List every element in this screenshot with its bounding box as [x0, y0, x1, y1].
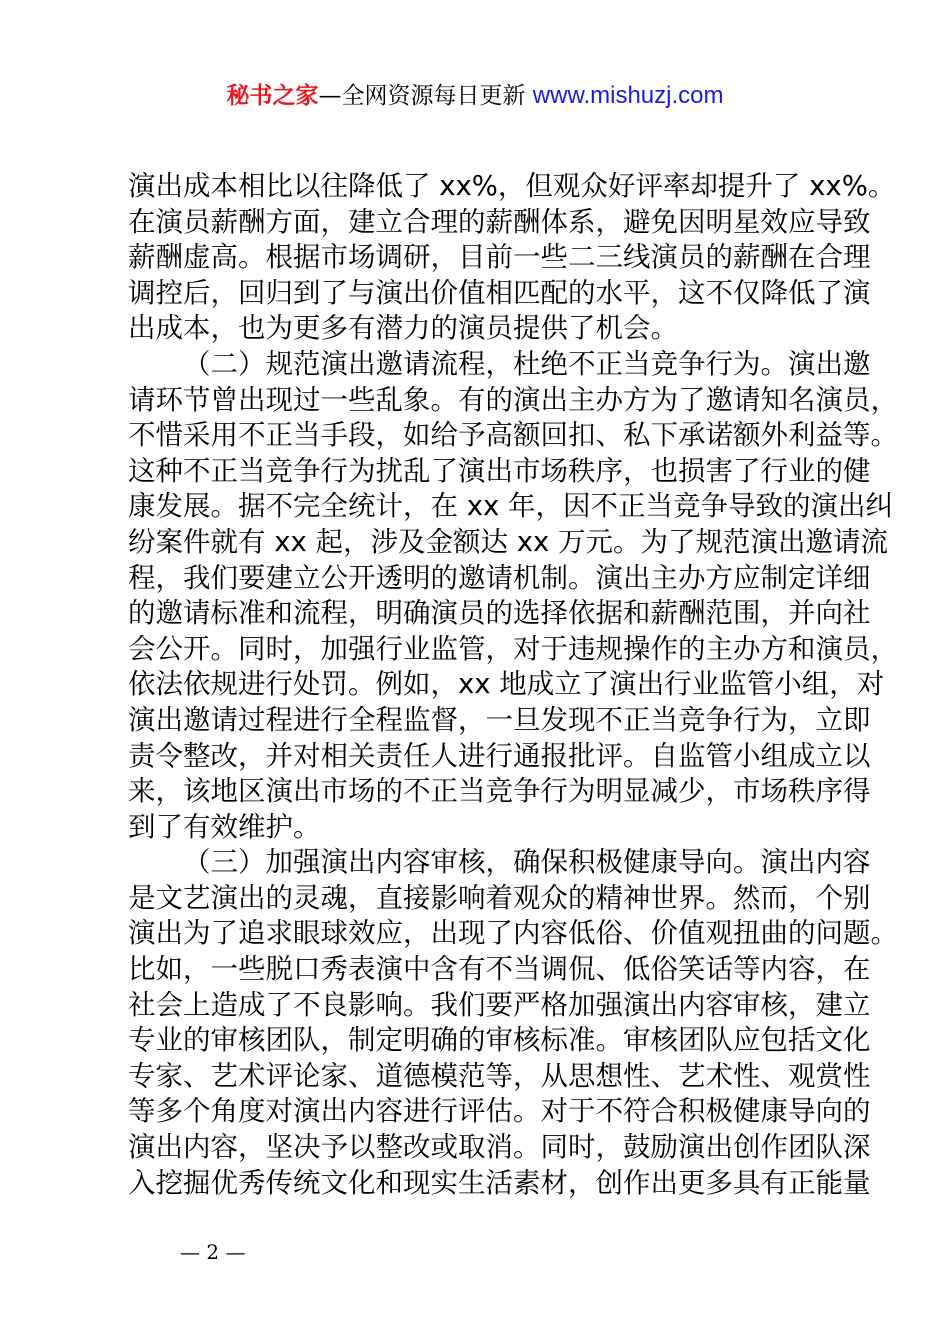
brand-name: 秘书之家 — [226, 83, 319, 109]
document-body — [128, 169, 898, 1201]
section-heading-line: （三）加强演出内容审核，确保积极健康导向。演出内容 — [183, 846, 871, 879]
text-line: 不惜采用不正当手段，如给予高额回扣、私下承诺额外利益等。 — [128, 419, 898, 452]
text-line: 纷案件就有 xx 起，涉及金额达 xx 万元。为了规范演出邀请流 — [128, 525, 889, 558]
text-line: 演出成本相比以往降低了 xx%，但观众好评率却提升了 xx%。 — [128, 170, 896, 202]
text-line: 社会上造成了不良影响。我们要严格加强演出内容审核，建立 — [128, 988, 871, 1021]
paragraph — [128, 845, 898, 1201]
page-number: — 2 — — [180, 1240, 246, 1264]
text-line: 专家、艺术评论家、道德模范等，从思想性、艺术性、观赏性 — [128, 1059, 871, 1092]
text-line: 会公开。同时，加强行业监管，对于违规操作的主办方和演员， — [128, 632, 898, 665]
text-line: 来，该地区演出市场的不正当竞争行为明显减少，市场秩序得 — [128, 775, 871, 808]
text-line: 演出邀请过程进行全程监督，一旦发现不正当竞争行为，立即 — [128, 703, 871, 736]
text-line: 比如，一些脱口秀表演中含有不当调侃、低俗笑话等内容，在 — [128, 953, 871, 986]
text-line: 等多个角度对演出内容进行评估。对于不符合积极健康导向的 — [128, 1095, 871, 1128]
banner-tagline: —全网资源每日更新 — [318, 83, 526, 109]
text-line: 的邀请标准和流程，明确演员的选择依据和薪酬范围，并向社 — [128, 597, 871, 630]
text-line: 责令整改，并对相关责任人进行通报批评。自监管小组成立以 — [128, 739, 871, 772]
text-line: 薪酬虚高。根据市场调研，目前一些二三线演员的薪酬在合理 — [128, 241, 871, 274]
text-line: 演出内容，坚决予以整改或取消。同时，鼓励演出创作团队深 — [128, 1131, 871, 1164]
site-url[interactable]: www.mishuzj.com — [532, 82, 724, 109]
text-line: 演出为了追求眼球效应，出现了内容低俗、价值观扭曲的问题。 — [128, 917, 898, 950]
text-line: 调控后，回归到了与演出价值相匹配的水平，这不仅降低了演 — [128, 276, 871, 309]
text-line: 出成本，也为更多有潜力的演员提供了机会。 — [128, 312, 678, 345]
text-line: 程，我们要建立公开透明的邀请机制。演出主办方应制定详细 — [128, 561, 871, 594]
section-heading-line: （二）规范演出邀请流程，杜绝不正当竞争行为。演出邀 — [183, 347, 871, 380]
text-line: 康发展。据不完全统计，在 xx 年，因不正当竞争导致的演出纠 — [128, 490, 894, 523]
text-line: 在演员薪酬方面，建立合理的薪酬体系，避免因明星效应导致 — [128, 205, 871, 238]
text-line: 请环节曾出现过一些乱象。有的演出主办方为了邀请知名演员， — [128, 383, 898, 416]
text-line: 这种不正当竞争行为扰乱了演出市场秩序，也损害了行业的健 — [128, 454, 871, 487]
text-line: 入挖掘优秀传统文化和现实生活素材，创作出更多具有正能量 — [128, 1166, 871, 1199]
text-line: 专业的审核团队，制定明确的审核标准。审核团队应包括文化 — [128, 1024, 871, 1057]
text-line: 是文艺演出的灵魂，直接影响着观众的精神世界。然而，个别 — [128, 881, 871, 914]
paragraph — [128, 347, 898, 845]
paragraph — [128, 169, 896, 347]
text-line: 到了有效维护。 — [128, 810, 321, 843]
site-banner — [0, 80, 950, 112]
text-line: 依法依规进行处罚。例如，xx 地成立了演出行业监管小组，对 — [128, 668, 885, 701]
